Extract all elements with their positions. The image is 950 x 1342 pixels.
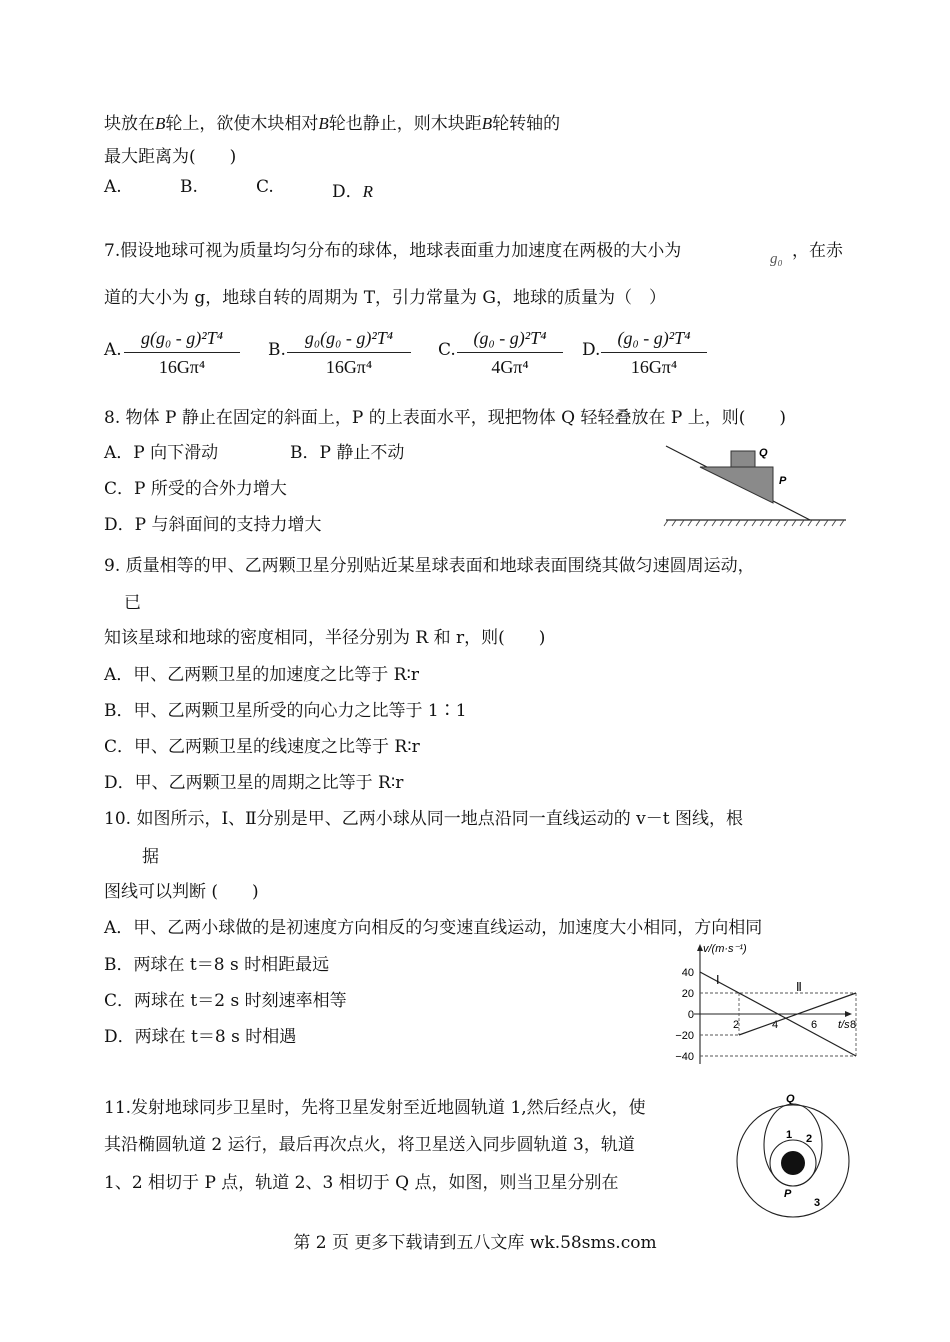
q7-option-a-fraction bbox=[124, 328, 240, 378]
q9-stem-line1: 9. 质量相等的甲、乙两颗卫星分别贴近某星球表面和地球表面围绕其做匀速圆周运动， bbox=[104, 556, 755, 576]
y-tick-label: −40 bbox=[675, 1051, 694, 1063]
chart-axes bbox=[694, 944, 852, 1064]
y-tick-label: −20 bbox=[675, 1030, 694, 1042]
q7-option-b-denominator: 16Gπ⁴ bbox=[325, 357, 373, 377]
block-q bbox=[731, 451, 755, 467]
y-tick-label: 0 bbox=[687, 1009, 694, 1021]
page-footer: 第 2 页 更多下载请到五八文库 wk.58sms.com bbox=[293, 1233, 657, 1253]
q10-stem-line2: 图线可以判断 ( ) bbox=[104, 882, 259, 902]
x-tick-label: 6 bbox=[810, 1019, 818, 1031]
q6-line1: 块放在B轮上，欲使木块相对B轮也静止，则木块距B轮转轴的 bbox=[104, 114, 561, 134]
chart-label-II: Ⅱ bbox=[796, 980, 802, 994]
label-q: Q bbox=[759, 447, 768, 459]
q11-orbit-figure bbox=[730, 1090, 860, 1220]
q7-g0-symbol: g₀ bbox=[770, 251, 783, 267]
q7-option-b-fraction bbox=[287, 328, 411, 378]
q7-option-c-denominator: 4Gπ⁴ bbox=[491, 357, 529, 377]
q9-option-a: A．甲、乙两颗卫星的加速度之比等于 R∶r bbox=[104, 665, 420, 685]
q7-option-b-numerator: g₀(g₀ - g)²T⁴ bbox=[287, 328, 411, 353]
q7-option-c-numerator: (g₀ - g)²T⁴ bbox=[457, 328, 563, 353]
orbit-label-p: P bbox=[784, 1188, 792, 1200]
q8-option-d: D．P 与斜面间的支持力增大 bbox=[104, 515, 322, 535]
q7-option-a-denominator: 16Gπ⁴ bbox=[158, 357, 206, 377]
q7-option-b-label: B. bbox=[268, 340, 286, 360]
orbit-label-2: 2 bbox=[806, 1133, 813, 1145]
x-tick-label: 8 bbox=[849, 1019, 857, 1031]
q10-vt-chart bbox=[660, 940, 860, 1070]
q7-option-d-label: D. bbox=[582, 340, 601, 360]
q10-stem-wrap: 据 bbox=[142, 847, 159, 867]
y-tick-label: 40 bbox=[681, 967, 694, 979]
q10-option-d: D．两球在 t＝8 s 时相遇 bbox=[104, 1027, 297, 1047]
q8-option-b: B．P 静止不动 bbox=[290, 443, 405, 463]
q11-stem-line1: 11.发射地球同步卫星时，先将卫星发射至近地圆轨道 1,然后经点火，使 bbox=[104, 1098, 646, 1118]
q9-option-d: D．甲、乙两颗卫星的周期之比等于 R∶r bbox=[104, 773, 404, 793]
earth bbox=[781, 1151, 805, 1175]
q7-option-c-fraction bbox=[457, 328, 563, 378]
q6-option-c: C. bbox=[256, 177, 274, 197]
q7-option-a-numerator: g(g₀ - g)²T⁴ bbox=[124, 328, 240, 353]
orbit-label-1: 1 bbox=[786, 1129, 793, 1141]
q10-stem-line1: 10. 如图所示，Ⅰ、Ⅱ分别是甲、乙两小球从同一地点沿同一直线运动的 v－t 图线，根 bbox=[104, 809, 743, 829]
chart-tick-labels bbox=[675, 967, 856, 1063]
block-p bbox=[700, 467, 773, 503]
q7-stem-line1: 7.假设地球可视为质量均匀分布的球体，地球表面重力加速度在两极的大小为 bbox=[104, 241, 682, 261]
q10-option-a: A．甲、乙两小球做的是初速度方向相反的匀变速直线运动，加速度大小相同，方向相同 bbox=[104, 918, 763, 938]
x-tick-label: 2 bbox=[732, 1019, 740, 1031]
y-tick-label: 20 bbox=[681, 988, 694, 1000]
q7-option-d-denominator: 16Gπ⁴ bbox=[630, 357, 678, 377]
q7-option-d-numerator: (g₀ - g)²T⁴ bbox=[601, 328, 707, 353]
label-p: P bbox=[779, 475, 787, 487]
q8-stem: 8. 物体 P 静止在固定的斜面上，P 的上表面水平，现把物体 Q 轻轻叠放在 P 上，则( ) bbox=[104, 408, 786, 428]
q9-stem-line2: 知该星球和地球的密度相同，半径分别为 R 和 r，则( ) bbox=[104, 628, 546, 648]
q8-option-c: C．P 所受的合外力增大 bbox=[104, 479, 287, 499]
chart-label-I: Ⅰ bbox=[716, 973, 720, 987]
q7-option-c-label: C. bbox=[438, 340, 456, 360]
orbit-label-q: Q bbox=[786, 1093, 795, 1105]
q7-option-d-fraction bbox=[601, 328, 707, 378]
x-tick-label: 4 bbox=[771, 1019, 779, 1031]
q6-option-a: A. bbox=[104, 177, 122, 197]
chart-xlabel: t/s bbox=[838, 1019, 850, 1031]
q7-option-a-label: A. bbox=[104, 340, 122, 360]
q8-option-a: A．P 向下滑动 bbox=[104, 443, 219, 463]
ground-hatch bbox=[664, 520, 846, 526]
q10-option-b: B．两球在 t＝8 s 时相距最远 bbox=[104, 955, 330, 975]
q8-incline-figure bbox=[660, 440, 850, 530]
q6-line2: 最大距离为( ) bbox=[104, 147, 237, 167]
q11-stem-line3: 1、2 相切于 P 点，轨道 2、3 相切于 Q 点，如图，则当卫星分别在 bbox=[104, 1173, 619, 1193]
q7-stem-line2: 道的大小为 g，地球自转的周期为 T，引力常量为 G，地球的质量为（ ） bbox=[104, 288, 667, 308]
q9-option-b: B．甲、乙两颗卫星所受的向心力之比等于 1∶1 bbox=[104, 701, 467, 721]
chart-ylabel: v/(m·s⁻¹) bbox=[703, 943, 747, 955]
q10-option-c: C．两球在 t＝2 s 时刻速率相等 bbox=[104, 991, 347, 1011]
q6-option-b: B. bbox=[180, 177, 198, 197]
q11-stem-line2: 其沿椭圆轨道 2 运行，最后再次点火，将卫星送入同步圆轨道 3，轨道 bbox=[104, 1135, 635, 1155]
orbit-label-3: 3 bbox=[814, 1197, 821, 1209]
q9-stem-wrap: 已 bbox=[124, 593, 141, 613]
q7-stem-line1-end: ，在赤 bbox=[792, 241, 843, 261]
q9-option-c: C．甲、乙两颗卫星的线速度之比等于 R∶r bbox=[104, 737, 420, 757]
q6-option-d: D．R bbox=[332, 182, 374, 202]
